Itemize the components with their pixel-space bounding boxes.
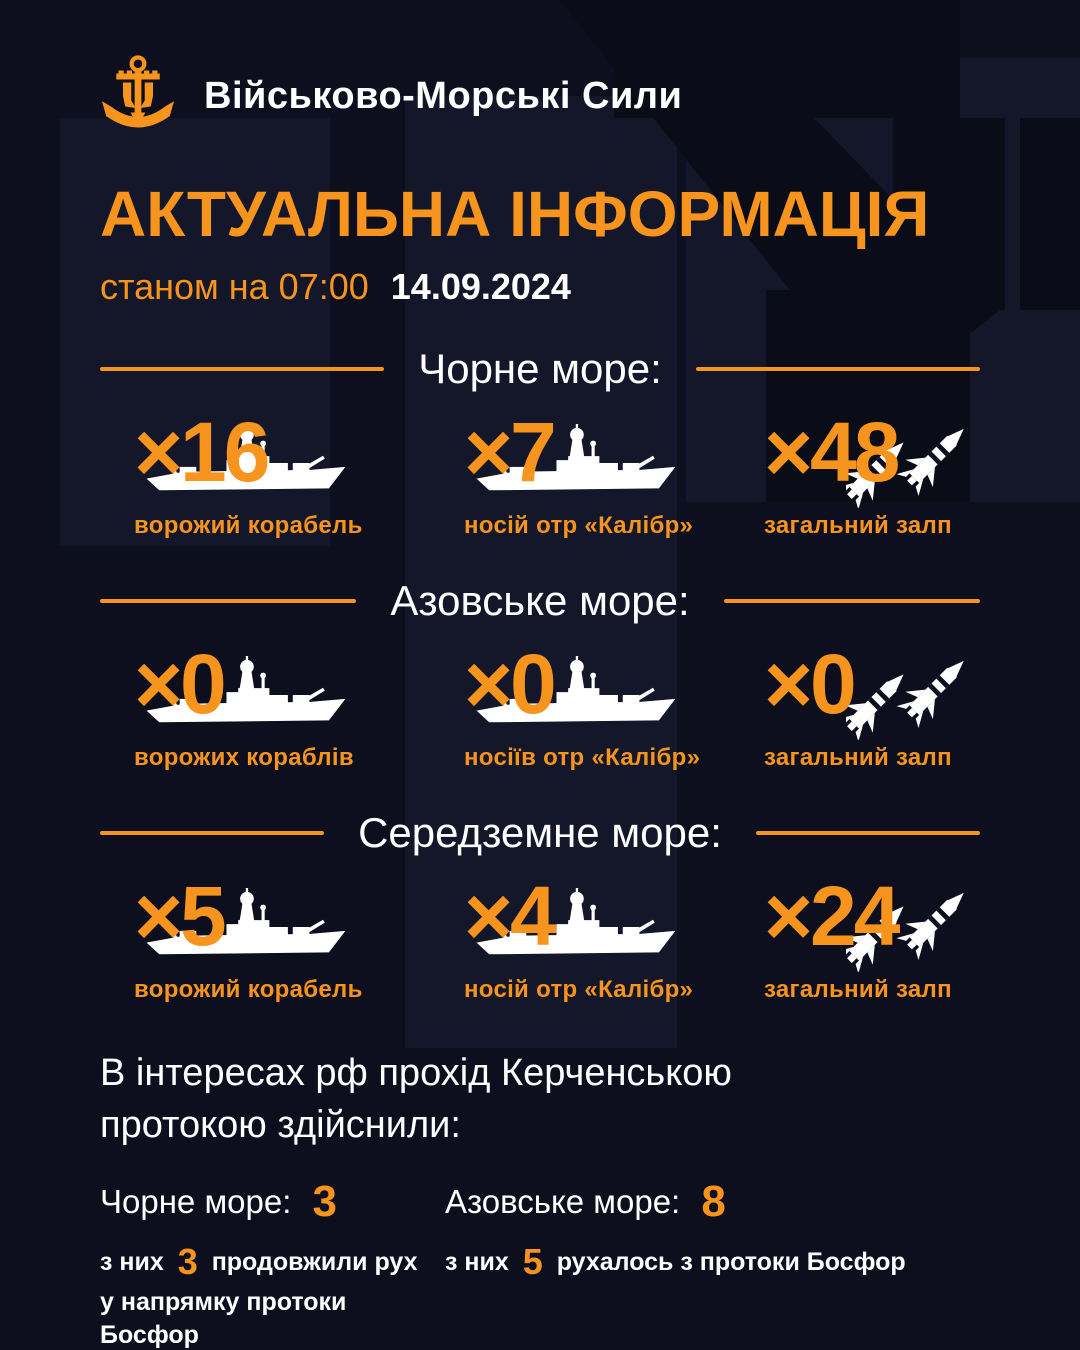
stat-label: загальний залп [764,512,952,539]
stats-grid [100,637,980,772]
stat-count: ×48 [764,405,898,500]
kerch-passage-block [100,1048,980,1350]
kerch-entry-black-sea [100,1177,445,1350]
kerch-note [445,1239,980,1286]
stat-item [730,637,980,772]
stat-count: ×0 [764,637,854,732]
sea-name: Чорне море: [100,1183,292,1221]
stat-count: ×24 [764,869,898,964]
stat-figure [100,405,410,502]
stat-count: ×0 [464,637,554,732]
section-heading [100,577,980,624]
stat-item [100,405,410,540]
stat-label: ворожий корабель [134,976,363,1003]
section-heading [100,345,980,392]
section-mediterranean-sea [100,809,980,1004]
sea-row [445,1177,980,1227]
stat-count: ×4 [464,869,554,964]
stat-item [430,869,710,1004]
stat-figure [730,869,980,966]
stat-figure [100,869,410,966]
stat-count: ×7 [464,405,554,500]
sea-total: 8 [701,1177,726,1227]
stat-figure [430,869,710,966]
status-time: станом на 07:00 [100,266,369,307]
status-line [100,266,980,308]
cruise-missiles-icon [846,631,974,740]
stat-label: носіїв отр «Калібр» [464,744,701,771]
divider-line [100,599,356,603]
divider-line [696,367,980,371]
stat-item [430,405,710,540]
divider-line [756,831,980,835]
stat-item [100,637,410,772]
section-heading [100,809,980,856]
anchor-trident-icon [100,54,176,138]
stat-count: ×5 [134,869,224,964]
page-title: АКТУАЛЬНА ІНФОРМАЦІЯ [100,178,930,250]
stats-grid [100,869,980,1004]
note-suffix: продовжили рух у напрямку протоки Босфор [100,1248,418,1349]
stat-label: носій отр «Калібр» [464,976,694,1003]
divider-line [100,831,324,835]
divider-line [724,599,980,603]
stat-label: ворожих кораблів [134,744,354,771]
sea-name: Азовське море: [445,1183,681,1221]
section-azov-sea [100,577,980,772]
stat-count: ×16 [134,405,268,500]
stat-label: ворожий корабель [134,512,363,539]
kerch-entry-azov-sea [445,1177,980,1350]
stat-figure [430,637,710,734]
note-prefix: з них [100,1248,164,1277]
stats-grid [100,405,980,540]
section-title: Середземне море: [358,809,722,856]
stat-count: ×0 [134,637,224,732]
header [100,0,980,138]
stat-label: носій отр «Калібр» [464,512,694,539]
note-count: 5 [522,1241,543,1283]
stat-item [730,405,980,540]
kerch-heading: В інтересах рф прохід Керченською протокою здійснили: [100,1052,732,1146]
org-name: Військово-Морські Сили [204,74,683,117]
note-count: 3 [177,1241,198,1283]
section-title: Чорне море: [418,345,662,392]
section-black-sea [100,345,980,540]
kerch-stats [100,1177,980,1350]
note-prefix: з них [445,1248,509,1277]
status-date: 14.09.2024 [390,266,571,307]
stat-figure [730,637,980,734]
note-suffix: рухалось з протоки Босфор [556,1248,906,1277]
stat-figure [100,637,410,734]
sea-total: 3 [312,1177,338,1227]
divider-line [100,367,384,371]
stat-item [730,869,980,1004]
sea-row [100,1177,445,1227]
section-title: Азовське море: [390,577,690,624]
kerch-note [100,1239,430,1350]
stat-item [430,637,710,772]
stat-label: загальний залп [764,976,952,1003]
stat-figure [430,405,710,502]
stat-label: загальний залп [764,744,952,771]
stat-figure [730,405,980,502]
stat-item [100,869,410,1004]
